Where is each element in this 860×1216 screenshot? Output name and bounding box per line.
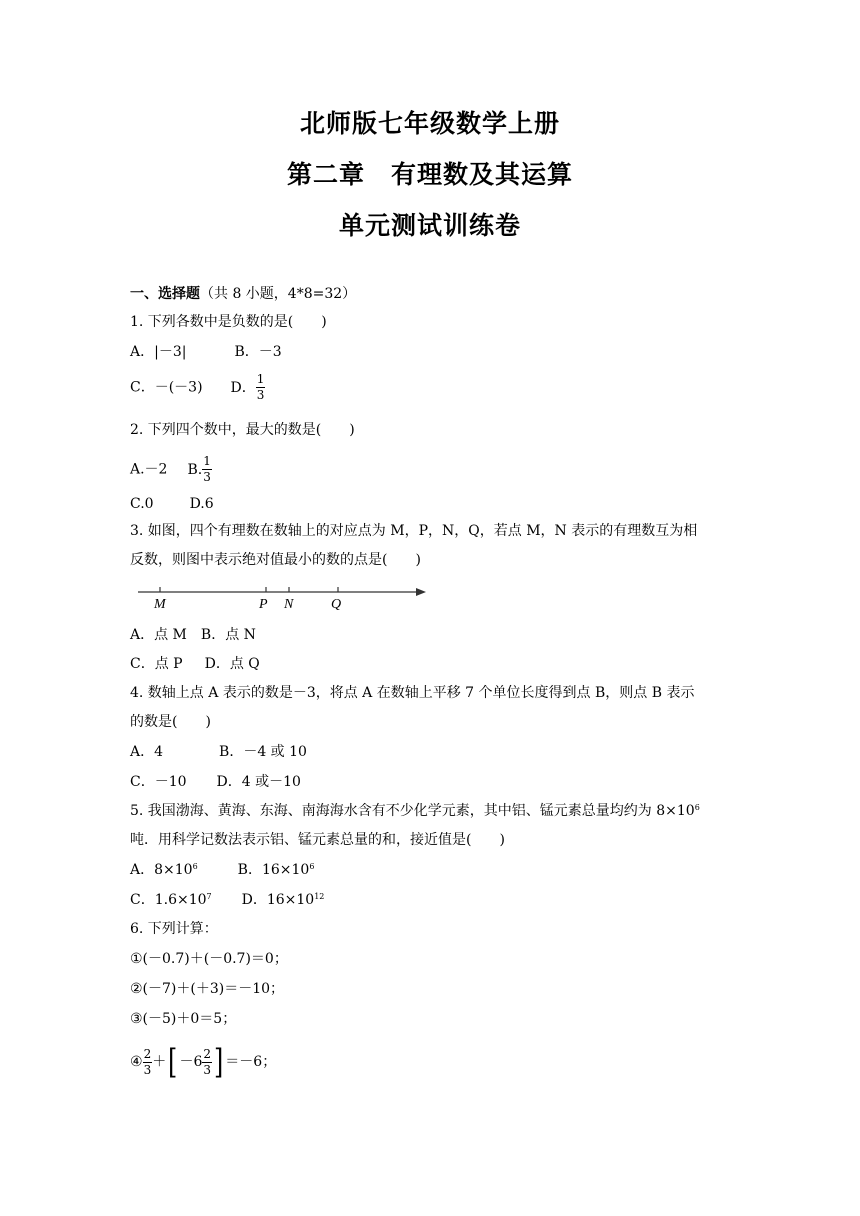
q5-option-b: B．$16\times 10^6$ bbox=[237, 862, 315, 878]
q3-option-c: C．点 P bbox=[130, 656, 183, 672]
q1-options-ab bbox=[130, 342, 282, 362]
q2-option-a: A.－2 bbox=[130, 461, 168, 478]
left-bracket-icon: [ bbox=[168, 1042, 178, 1082]
q4-stem-line1: 4. 数轴上点 A 表示的数是－3，将点 A 在数轴上平移 7 个单位长度得到点 B，则点 B 表示 bbox=[130, 685, 695, 701]
doc-title-line2: 第二章 有理数及其运算 bbox=[286, 160, 573, 189]
section-label: 一、选择题 bbox=[130, 286, 200, 302]
q1-stem: 1. 下列各数中是负数的是( ) bbox=[130, 314, 327, 330]
number-line-arrow bbox=[416, 588, 426, 596]
q4-option-a: A．4 bbox=[130, 744, 164, 760]
doc-title-line1: 北师版七年级数学上册 bbox=[299, 109, 560, 138]
q6-fraction-1: $\frac{2}{3}$ bbox=[143, 1046, 152, 1077]
q1-fraction: $\frac{1}{3}$ bbox=[256, 372, 265, 402]
q6-fraction-2: $\frac{2}{3}$ bbox=[203, 1046, 212, 1077]
q3-options-ab bbox=[130, 625, 256, 645]
q1-option-c: C．－(－3) bbox=[130, 379, 203, 396]
point-label-p: P bbox=[259, 597, 268, 612]
q5-option-d: D．$16\times 10^{12}$ bbox=[241, 892, 325, 908]
point-label-q: Q bbox=[331, 597, 342, 612]
q4-option-c: C．－10 bbox=[130, 774, 187, 790]
q5-options-ab bbox=[130, 860, 314, 880]
q2-stem: 2. 下列四个数中，最大的数是( ) bbox=[130, 422, 355, 438]
doc-title-line3: 单元测试训练卷 bbox=[338, 211, 521, 240]
q4-stem-line2: 的数是( ) bbox=[130, 714, 211, 730]
q2-option-c: C.0 bbox=[130, 496, 154, 512]
q1-options-cd bbox=[130, 372, 265, 403]
q5-options-cd bbox=[130, 890, 324, 910]
q2-options-ab bbox=[130, 454, 212, 485]
q3-option-d: D．点 Q bbox=[204, 656, 260, 672]
q4-option-d: D．4 或－10 bbox=[216, 774, 301, 790]
q1-option-a: A．|－3| bbox=[130, 344, 187, 360]
q6-stem: 6. 下列计算： bbox=[130, 921, 218, 937]
q5-stem-line1: 5. 我国渤海、黄海、东海、南海海水含有不少化学元素，其中铝、锰元素总量均约为 $8\times 10^6$ bbox=[130, 803, 700, 819]
q5-option-c: C．$1.6\times 10^7$ bbox=[130, 892, 212, 908]
q4-option-b: B．－4 或 10 bbox=[219, 744, 307, 760]
q4-options-ab bbox=[130, 742, 307, 762]
q3-stem-line2: 反数，则图中表示绝对值最小的数的点是( ) bbox=[130, 552, 421, 568]
right-bracket-icon: ] bbox=[214, 1042, 224, 1082]
q6-item-3: ③(－5)＋0＝5； bbox=[130, 1011, 237, 1027]
point-label-n: N bbox=[284, 597, 294, 612]
q2-option-b: B. $\frac{1}{3}$ bbox=[187, 454, 211, 484]
q2-fraction: $\frac{1}{3}$ bbox=[203, 454, 211, 484]
point-label-m: M bbox=[154, 597, 166, 612]
q3-options-cd bbox=[130, 654, 260, 674]
q3-option-a: A．点 M bbox=[130, 627, 187, 643]
q5-option-a: A．$8\times 10^6$ bbox=[130, 862, 198, 878]
section-heading bbox=[130, 284, 356, 304]
q6-item-2: ②(－7)＋(＋3)＝－10； bbox=[130, 981, 285, 997]
number-line-figure bbox=[130, 580, 440, 614]
q4-options-cd bbox=[130, 772, 301, 792]
q2-option-d: D.6 bbox=[189, 496, 214, 512]
q1-option-d: D． $\frac{1}{3}$ bbox=[230, 372, 265, 402]
q6-item-4: ④ $\frac{2}{3}$ ＋[ －6 $\frac{2}{3}$ ] ＝－6； bbox=[130, 1042, 277, 1082]
q5-stem-line2: 吨．用科学记数法表示铝、锰元素总量的和，接近值是( ) bbox=[130, 832, 505, 848]
section-note: （共 8 小题，4*8=32） bbox=[200, 286, 357, 302]
q3-option-b: B．点 N bbox=[200, 627, 256, 643]
q3-stem-line1: 3. 如图，四个有理数在数轴上的对应点为 M，P，N，Q，若点 M，N 表示的有理数互为相 bbox=[130, 523, 698, 539]
q2-options-cd bbox=[130, 494, 214, 514]
q6-item-1: ①(－0.7)＋(－0.7)＝0； bbox=[130, 951, 288, 967]
q1-option-b: B．－3 bbox=[234, 344, 282, 360]
